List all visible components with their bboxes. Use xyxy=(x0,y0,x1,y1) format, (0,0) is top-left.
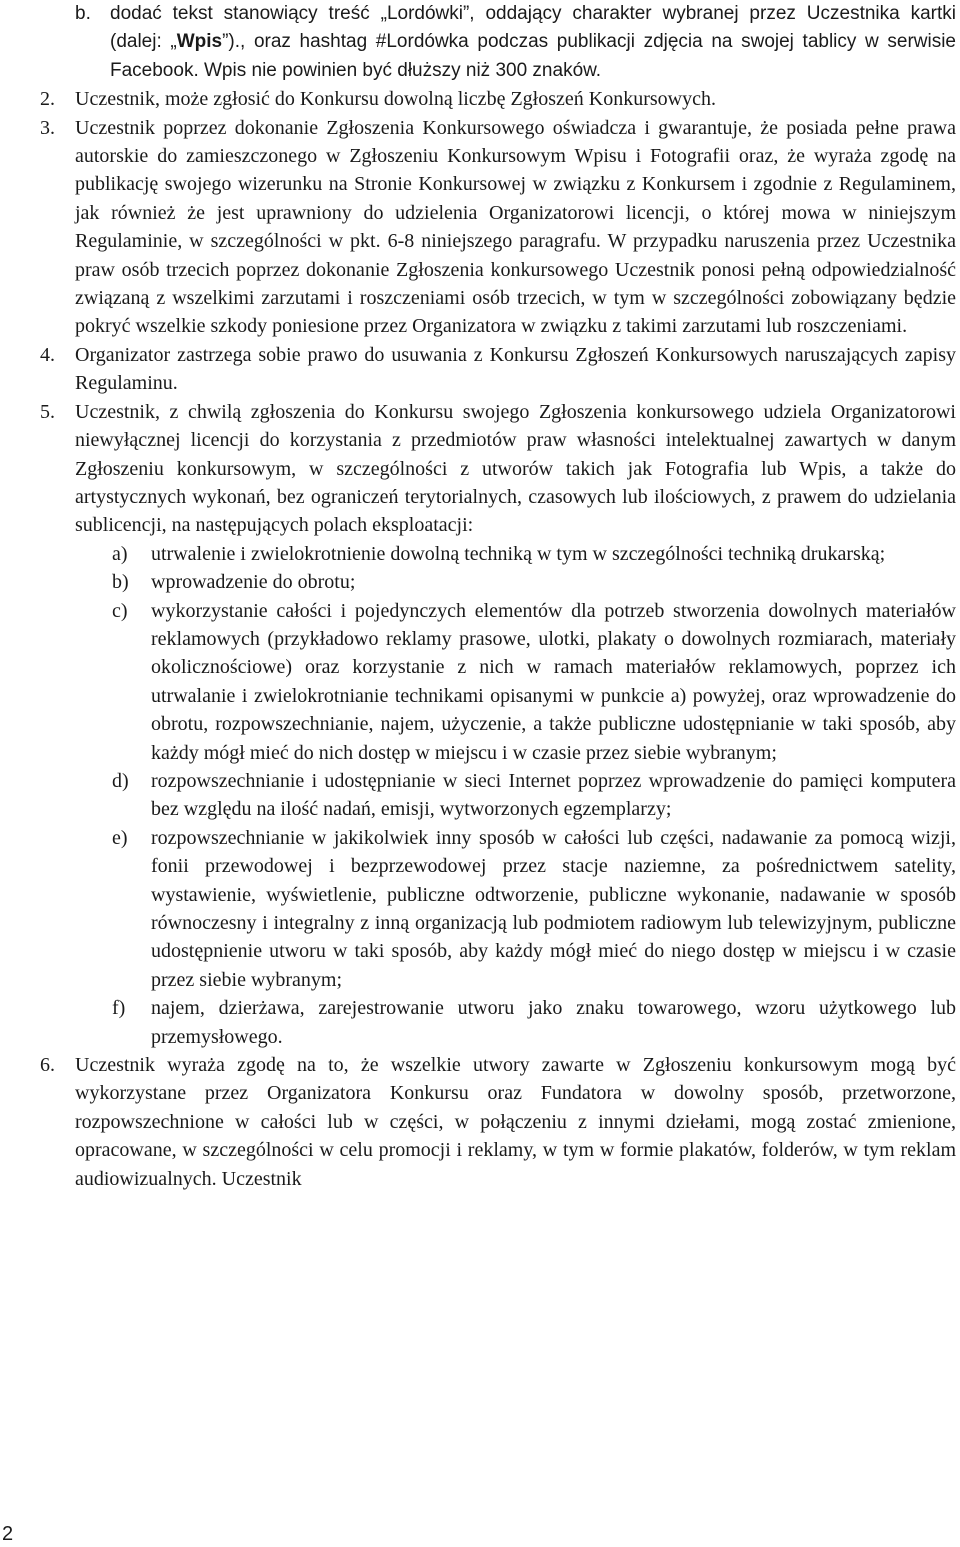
item-text: Uczestnik, może zgłosić do Konkursu dowolną liczbę Zgłoszeń Konkursowych. xyxy=(75,88,716,111)
list-item-5 xyxy=(40,398,956,540)
page-number: 2 xyxy=(2,1523,14,1545)
sub-item-a xyxy=(40,540,956,568)
sub-item-b xyxy=(40,568,956,596)
item-text: Uczestnik, z chwilą zgłoszenia do Konkursu swojego Zgłoszenia konkursowego udziela Organizatorowi niewyłącznej licencji do korzystania z przedmiotów praw własności intelektualnej zawartych w danym Zgłoszeniu konkursowym, w szczególności z utworów takich jak Fotografia lub Wpis, a także do artystycznych wykonań, bez ograniczeń terytorialnych, czasowych lub ilościowych, z prawem do udzielania sublicencji, na następujących polach eksploatacji: xyxy=(75,400,956,537)
list-item-3 xyxy=(40,114,956,341)
list-item-6 xyxy=(40,1051,956,1193)
sub-item-label: d) xyxy=(112,769,129,792)
item-marker: b. xyxy=(75,3,91,24)
sub-item-e xyxy=(40,824,956,994)
item-b-text-1: dodać tekst stanowiący treść „Lordówki”, oddający charakter wybranej przez Uczestnika kartki (dalej: „ xyxy=(110,3,956,53)
sub-item-f xyxy=(40,994,956,1051)
list-item-b xyxy=(0,0,956,85)
item-b-text-2: ”)., oraz hashtag #Lordówka podczas publikacji zdjęcia na swojej tablicy w serwisie Facebook. Wpis nie powinien być dłuższy niż 300 znaków. xyxy=(110,31,957,81)
item-text: Uczestnik poprzez dokonanie Zgłoszenia Konkursowego oświadcza i gwarantuje, że posiada pełne prawa autorskie do zamieszczonego w Zgłoszeniu Konkursowym Wpisu i Fotografii oraz, że wyraża zgodę na publikację swojego wizerunku na Stronie Konkursowej w związku z Konkursem i zgodnie z Regulaminem, jak również że jest uprawniony do udzielenia Organizatorowi licencji, o której mowa w niniejszym Regulaminie, w szczególności w pkt. 6-8 niniejszego paragrafu. W przypadku naruszenia przez Uczestnika praw osób trzecich poprzez dokonanie Zgłoszenia konkursowego Uczestnik ponosi pełną odpowiedzialność związaną z wszelkimi zarzutami i roszczeniami osób trzecich, w tym w szczególności zobowiązany będzie pokryć wszelkie szkody poniesione przez Organizatora w związku z takimi zarzutami lub roszczeniami. xyxy=(75,116,956,338)
item-number: 2. xyxy=(40,88,55,111)
item-text: Uczestnik wyraża zgodę na to, że wszelkie utwory zawarte w Zgłoszeniu konkursowym mogą być wykorzystane przez Organizatora Konkursu oraz Fundatora w dowolny sposób, przetworzone, rozpowszechnione w całości lub w części, w połączeniu z innymi dziełami, mogą zostać zmienione, opracowane, w szczególności w celu promocji i reklamy, w tym w formie plakatów, folderów, w tym reklam audiowizualnych. Uczestnik xyxy=(75,1054,956,1190)
sub-item-text: utrwalenie i zwielokrotnienie dowolną techniką w tym w szczególności techniką drukarską; xyxy=(151,542,886,565)
exploitation-fields-list xyxy=(40,540,956,1051)
sub-item-text: wprowadzenie do obrotu; xyxy=(151,571,356,594)
item-text: Organizator zastrzega sobie prawo do usuwania z Konkursu Zgłoszeń Konkursowych naruszających zapisy Regulaminu. xyxy=(75,343,956,395)
item-number: 6. xyxy=(40,1054,55,1077)
sub-item-label: c) xyxy=(112,599,128,622)
sub-item-c xyxy=(40,597,956,767)
sub-item-label: e) xyxy=(112,826,128,849)
sub-item-d xyxy=(40,767,956,824)
sub-item-label: f) xyxy=(112,997,126,1020)
item-number: 4. xyxy=(40,343,55,366)
sub-item-text: najem, dzierżawa, zarejestrowanie utworu jako znaku towarowego, wzoru użytkowego lub przemysłowego. xyxy=(151,997,956,1048)
sub-item-label: b) xyxy=(112,571,129,594)
sub-item-text: rozpowszechnianie w jakikolwiek inny sposób w całości lub części, nadawanie za pomocą wizji, fonii przewodowej i bezprzewodowej przez stacje naziemne, za pośrednictwem satelity, wystawienie, wyświetlenie, publiczne odtworzenie, publiczne wykonanie, nadawanie w sposób równoczesny i integralny z inną organizacją lub podmiotem radiowym lub telewizyjnym, publiczne udostępnienie utworu w taki sposób, aby każdy mógł mieć do niego dostęp w miejscu i w czasie przez siebie wybranym; xyxy=(151,826,956,991)
item-number: 5. xyxy=(40,400,55,423)
sub-item-text: wykorzystanie całości i pojedynczych elementów dla potrzeb stworzenia dowolnych materiałów reklamowych (przykładowo reklamy prasowe, ulotki, plakaty o dowolnych rozmiarach, materiały okolicznościowe) oraz korzystanie z nich w ramach materiałów reklamowych, poprzez ich utrwalanie i zwielokrotnianie technikami opisanymi w punkcie a) powyżej, oraz wprowadzenie do obrotu, rozpowszechnianie, najem, użyczenie, a także publiczne udostępnianie w taki sposób, aby każdy mógł mieć do nich dostęp w miejscu i w czasie przez siebie wybranym; xyxy=(151,599,956,764)
regulation-text xyxy=(40,0,956,1193)
item-b-bold: Wpis xyxy=(176,31,223,53)
item-number: 3. xyxy=(40,116,55,139)
list-item-2 xyxy=(40,85,956,113)
sub-item-text: rozpowszechnianie i udostępnianie w sieci Internet poprzez wprowadzenie do pamięci komputera bez względu na ilość nadań, emisji, wytworzonych egzemplarzy; xyxy=(151,769,956,821)
item-text xyxy=(110,0,956,85)
list-item-4 xyxy=(40,341,956,398)
sub-item-label: a) xyxy=(112,542,128,565)
